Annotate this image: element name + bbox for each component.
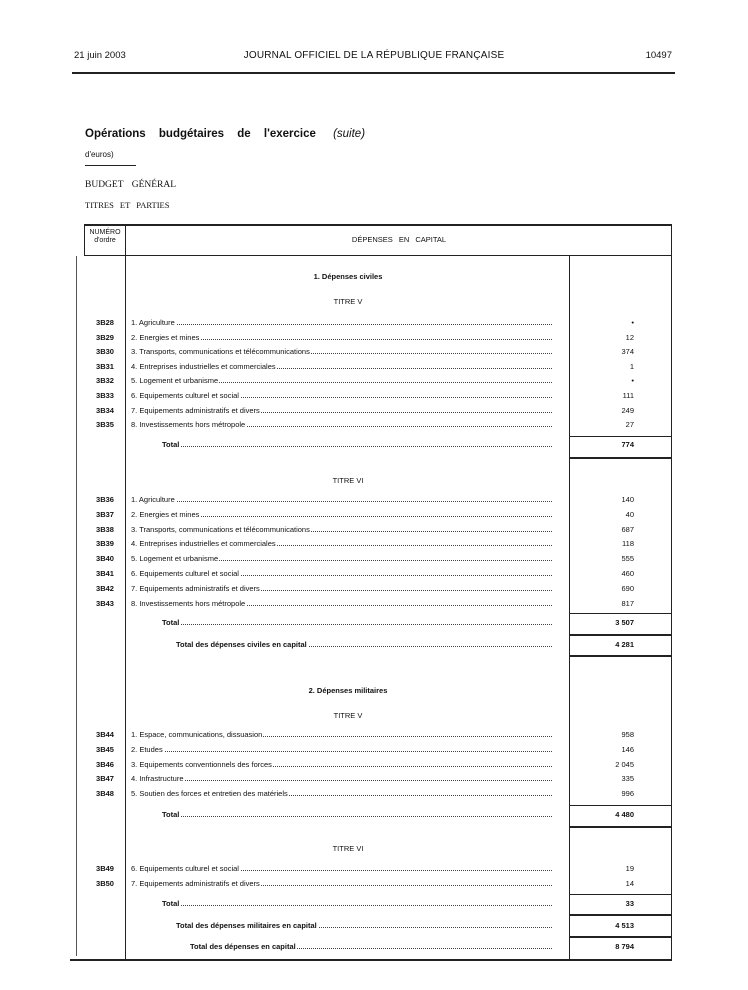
row-label-container <box>131 333 552 342</box>
row-value: 118 <box>622 539 634 549</box>
row-label-container <box>131 495 552 504</box>
overall-total-row <box>84 942 670 954</box>
grand-total-label: Total des dépenses militaires en capital <box>176 921 317 930</box>
row-code: 3B37 <box>96 509 114 519</box>
total-box-line <box>569 436 671 437</box>
grand-total-value: 4 513 <box>615 921 634 930</box>
total-box-line <box>569 826 671 828</box>
table-row <box>84 599 670 611</box>
table-row <box>84 333 670 345</box>
document-title <box>85 128 365 140</box>
row-value: 374 <box>621 347 634 357</box>
row-value: • <box>631 376 634 386</box>
row-code: 3B42 <box>96 583 114 593</box>
column-header-depenses: DÉPENSES EN CAPITAL <box>351 235 447 244</box>
row-code: 3B31 <box>96 361 114 371</box>
total-value: 3 507 <box>615 618 634 627</box>
row-label-container <box>131 599 552 608</box>
total-box-line <box>569 805 671 806</box>
row-label-container <box>131 554 552 563</box>
grand-total-row-civil <box>84 640 670 652</box>
titre-heading-civil-vi: TITRE VI <box>332 476 364 485</box>
row-value: 690 <box>621 583 634 593</box>
total-label: Total <box>162 618 180 627</box>
row-value: 249 <box>621 405 634 415</box>
row-value: 460 <box>621 569 634 578</box>
table-row <box>84 391 670 403</box>
row-code: 3B33 <box>96 391 114 400</box>
total-value: 4 480 <box>615 810 634 819</box>
table-row <box>84 362 670 374</box>
row-value: 14 <box>625 878 634 888</box>
grand-total-value: 4 281 <box>615 640 634 649</box>
row-code: 3B28 <box>96 318 114 327</box>
row-label-container <box>131 774 552 783</box>
column-header-number-line2: d'ordre <box>94 237 116 244</box>
row-code: 3B36 <box>96 495 114 504</box>
row-value: 27 <box>625 420 634 430</box>
row-value: 19 <box>625 864 634 873</box>
row-code: 3B32 <box>96 376 114 386</box>
row-label: 2. Energies et mines <box>131 509 200 519</box>
table-row <box>84 760 670 772</box>
row-label-container <box>131 539 552 548</box>
row-code: 3B47 <box>96 774 114 784</box>
row-label: 6. Equipements culturel et social <box>131 391 239 400</box>
table-row <box>84 879 670 891</box>
row-value: 111 <box>622 391 634 400</box>
header-divider <box>72 72 675 74</box>
table-row <box>84 789 670 801</box>
row-code: 3B45 <box>96 744 114 754</box>
row-label: 7. Equipements administratifs et divers <box>131 583 260 593</box>
table-row <box>84 569 670 581</box>
row-label: 6. Equipements culturel et social <box>131 864 239 873</box>
row-code: 3B50 <box>96 878 114 888</box>
total-box-line <box>569 914 671 916</box>
row-label-container <box>131 584 552 593</box>
section-heading-civil: 1. Dépenses civiles <box>313 272 383 281</box>
grand-total-label: Total des dépenses civiles en capital <box>176 640 307 649</box>
row-label: 5. Logement et urbanisme <box>131 376 219 386</box>
unit-divider <box>85 165 136 166</box>
row-value: 555 <box>621 554 634 564</box>
row-label: 2. Energies et mines <box>131 332 200 342</box>
row-label-container <box>131 879 552 888</box>
row-label-container <box>131 760 552 769</box>
row-label: 4. Entreprises industrielles et commerciales <box>131 361 276 371</box>
row-code: 3B29 <box>96 332 114 342</box>
total-row-civil-titre6 <box>84 618 670 630</box>
total-value: 33 <box>625 899 634 908</box>
total-box-line <box>569 655 671 657</box>
titre-heading-military-v: TITRE V <box>333 711 363 720</box>
row-value: 1 <box>629 361 634 371</box>
titre-heading-civil-v: TITRE V <box>333 297 363 306</box>
row-label-container <box>131 391 552 400</box>
row-label-container <box>131 730 552 739</box>
total-box-line <box>569 936 671 938</box>
row-value: 40 <box>625 509 634 519</box>
table-row <box>84 420 670 432</box>
total-row-civil-titre5 <box>84 440 670 452</box>
row-label: 4. Entreprises industrielles et commerciales <box>131 539 276 549</box>
header-date: 21 juin 2003 <box>74 50 126 61</box>
row-value: 996 <box>621 789 634 799</box>
section-heading-military: 2. Dépenses militaires <box>308 686 388 695</box>
row-label-container <box>131 569 552 578</box>
titre-heading-military-vi: TITRE VI <box>332 844 364 853</box>
row-label-container <box>131 510 552 519</box>
total-row-military-titre6 <box>84 899 670 911</box>
row-label: 7. Equipements administratifs et divers <box>131 405 260 415</box>
row-value: • <box>631 318 634 327</box>
row-code: 3B46 <box>96 759 114 769</box>
row-code: 3B38 <box>96 524 114 534</box>
titles-subtitle: TITRES ET PARTIES <box>85 200 170 210</box>
row-label-container <box>131 864 552 873</box>
row-label-container <box>131 789 552 798</box>
row-label-container <box>131 406 552 415</box>
document-title-text: Opérations budgétaires de l'exercice <box>85 128 316 140</box>
row-label: 6. Equipements culturel et social <box>131 569 239 578</box>
row-code: 3B34 <box>96 405 114 415</box>
column-header-number <box>84 229 126 245</box>
overall-total-value: 8 794 <box>615 942 634 951</box>
row-value: 2 045 <box>615 759 634 769</box>
row-label-container <box>131 347 552 356</box>
table-row <box>84 745 670 757</box>
table-row <box>84 864 670 876</box>
row-label: 5. Soutien des forces et entretien des matériels <box>131 789 288 799</box>
row-value: 146 <box>621 744 634 754</box>
row-code: 3B40 <box>96 554 114 564</box>
table-row <box>84 376 670 388</box>
row-value: 817 <box>621 598 634 608</box>
journal-title: JOURNAL OFFICIEL DE LA RÉPUBLIQUE FRANÇAISE <box>243 50 505 61</box>
row-label: 3. Transports, communications et télécommunications <box>131 524 310 534</box>
overall-total-label: Total des dépenses en capital <box>190 942 296 951</box>
row-label-container <box>131 525 552 534</box>
row-label: 1. Agriculture <box>131 318 175 327</box>
table-row <box>84 554 670 566</box>
unit-label: d'euros) <box>85 150 114 159</box>
table-row <box>84 584 670 596</box>
total-row-military-titre5 <box>84 810 670 822</box>
column-header-number-line1: NUMÉRO <box>89 229 121 236</box>
page-number: 10497 <box>645 50 672 61</box>
table-row <box>84 406 670 418</box>
table-row <box>84 730 670 742</box>
budget-subtitle: BUDGET GÉNÉRAL <box>85 180 177 190</box>
row-label: 5. Logement et urbanisme <box>131 554 219 564</box>
page-left-margin-line <box>76 256 77 956</box>
total-label: Total <box>162 899 180 908</box>
row-value: 140 <box>621 495 634 504</box>
row-code: 3B49 <box>96 864 114 873</box>
row-label: 8. Investissements hors métropole <box>131 420 246 430</box>
table-row <box>84 347 670 359</box>
header-bottom-border <box>84 255 672 256</box>
row-label: 2. Etudes <box>131 744 163 754</box>
total-box-line <box>569 457 671 459</box>
table-bottom-border <box>70 959 672 961</box>
row-code: 3B30 <box>96 347 114 357</box>
row-label-container <box>131 420 552 429</box>
table-right-border <box>671 224 672 959</box>
row-label: 1. Espace, communications, dissuasion <box>131 730 263 739</box>
row-label: 1. Agriculture <box>131 495 175 504</box>
row-code: 3B43 <box>96 598 114 608</box>
table-row <box>84 318 670 330</box>
table-top-border <box>84 224 672 226</box>
total-label: Total <box>162 440 180 449</box>
table-row <box>84 539 670 551</box>
row-label-container <box>131 362 552 371</box>
row-code: 3B48 <box>96 789 114 799</box>
row-code: 3B35 <box>96 420 114 430</box>
row-label: 3. Transports, communications et télécommunications <box>131 347 310 357</box>
row-label: 8. Investissements hors métropole <box>131 598 246 608</box>
grand-total-row-military <box>84 921 670 933</box>
row-value: 335 <box>621 774 634 784</box>
row-label: 3. Equipements conventionnels des forces <box>131 759 272 769</box>
row-value: 12 <box>625 332 634 342</box>
row-label-container <box>131 318 552 327</box>
row-label: 4. Infrastructure <box>131 774 184 784</box>
row-code: 3B41 <box>96 569 114 578</box>
table-row <box>84 774 670 786</box>
total-value: 774 <box>621 440 634 449</box>
total-label: Total <box>162 810 180 819</box>
row-code: 3B44 <box>96 730 114 739</box>
row-label-container <box>131 376 552 385</box>
total-box-line <box>569 634 671 636</box>
row-label: 7. Equipements administratifs et divers <box>131 878 260 888</box>
total-box-line <box>569 613 671 614</box>
row-code: 3B39 <box>96 539 114 549</box>
row-label-container <box>131 745 552 754</box>
table-row <box>84 525 670 537</box>
total-box-line <box>569 894 671 895</box>
table-row <box>84 495 670 507</box>
table-row <box>84 510 670 522</box>
row-value: 687 <box>621 524 634 534</box>
document-title-suffix: (suite) <box>333 128 366 140</box>
row-value: 958 <box>621 730 634 739</box>
